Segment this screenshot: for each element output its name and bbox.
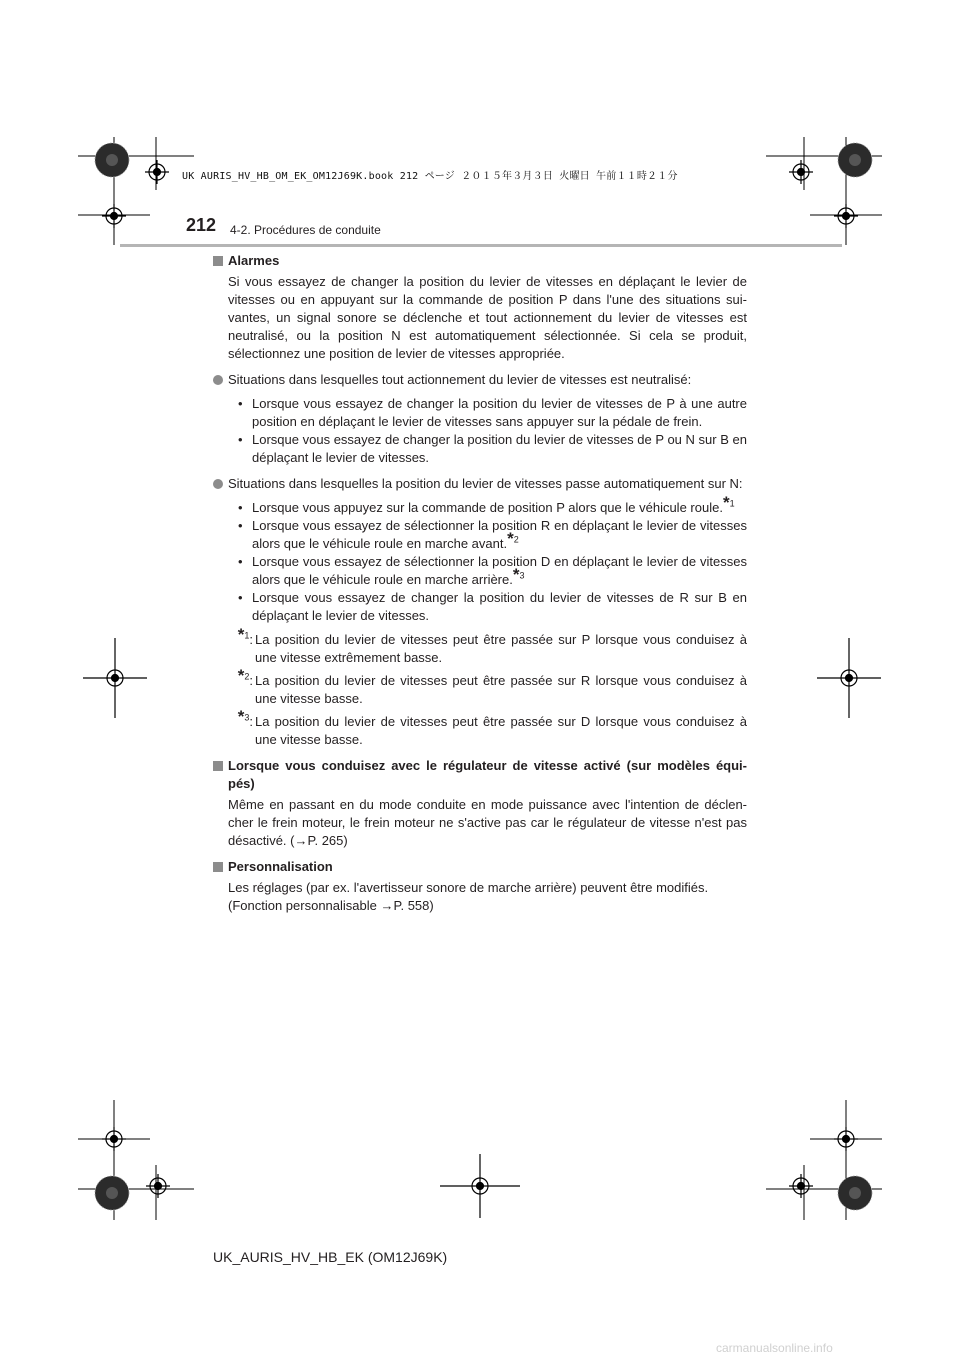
- alarmes-intro: Si vous essayez de changer la position du levier de vitesses en déplaçant le levier de vitesses ou en appuyant sur la commande de position P dans l'une des situations sui-vantes, un signal sonore se déclenche et tout actionnement du levier de vitesses est neutralisé, ou la position N est automatiquement sélectionnée. Si cela se produit, sélectionnez une position de levier de vitesses appropriée.: [228, 274, 747, 361]
- footer-code: UK_AURIS_HV_HB_EK (OM12J69K): [213, 1249, 448, 1265]
- page-number: 212: [186, 215, 217, 235]
- print-info-line: UK AURIS_HV_HB_OM_EK_OM12J69K.book 212 ページ ２０１５年３月３日 火曜日 午前１１時２１分: [182, 171, 678, 182]
- radial-target-icon: [95, 1176, 129, 1210]
- footnote-ref: 3: [519, 570, 525, 581]
- list-item: • Lorsque vous essayez de changer la position du levier de vitesses de R sur B en déplaçant le levier de vitesses.: [238, 590, 747, 623]
- list-item: • Lorsque vous essayez de changer la position du levier de vitesses de P ou N sur B en déplaçant le levier de vitesses.: [238, 432, 747, 465]
- footnote-ref: 1: [729, 498, 735, 509]
- situation1-list: [213, 395, 747, 467]
- crosshair-icon: [146, 1174, 170, 1198]
- square-bullet-icon: [213, 761, 223, 771]
- cruise-text: Même en passant en du mode conduite en mode puissance avec l'intention de déclen-cher le frein moteur, le frein moteur ne s'active pas car le régulateur de vitesse n'est pas désactivé. (→P. 265): [228, 797, 747, 848]
- perso-text-1: Les réglages (par ex. l'avertisseur sonore de marche arrière) peuvent être modifiés.: [228, 880, 709, 895]
- square-bullet-icon: [213, 256, 223, 266]
- situation-auto-n: Situations dans lesquelles la position du levier de vitesses passe automatiquement sur N:: [213, 475, 747, 493]
- crosshair-icon: [83, 638, 147, 718]
- radial-target-icon: [838, 143, 872, 177]
- page-content: [213, 252, 747, 915]
- list-item: • Lorsque vous essayez de sélectionner la position R en déplaçant le levier de vitesses alors que le véhicule roule en marche avant.*$^2$: [238, 518, 747, 551]
- circle-bullet-icon: [213, 375, 223, 385]
- heading-cruise-control: Lorsque vous conduisez avec le régulateur de vitesse activé (sur modèles équi-pés): [213, 757, 747, 793]
- section-title: 4-2. Procédures de conduite: [230, 223, 381, 237]
- list-item: • Lorsque vous appuyez sur la commande de position P alors que le véhicule roule.*$^1$: [238, 493, 735, 515]
- crosshair-icon: [834, 204, 858, 228]
- crosshair-icon: [834, 1127, 858, 1151]
- circle-bullet-icon: [213, 479, 223, 489]
- list-item: • Lorsque vous essayez de changer la position du levier de vitesses de P à une autre position en déplaçant le levier de vitesses sans appuyer sur la pédale de frein.: [238, 396, 747, 429]
- situation-neutralise: Situations dans lesquelles tout actionnement du levier de vitesses est neutralisé:: [213, 371, 747, 389]
- heading-personnalisation: Personnalisation: [213, 858, 747, 876]
- crosshair-icon: [102, 1127, 126, 1151]
- crosshair-icon: [440, 1154, 520, 1218]
- situation2-list: [213, 493, 747, 625]
- radial-target-icon: [95, 143, 129, 177]
- footnote: *$^3$: La position du levier de vitesses peut être passée sur D lorsque vous conduisez à une vitesse basse.: [237, 707, 747, 747]
- crosshair-icon: [102, 204, 126, 228]
- footnotes: [213, 625, 747, 749]
- crosshair-icon: [789, 160, 813, 184]
- watermark: carmanualsonline.info: [716, 1341, 833, 1355]
- footnote: *$^1$: La position du levier de vitesses peut être passée sur P lorsque vous conduisez à une vitesse extrêmement basse.: [237, 625, 747, 665]
- crosshair-icon: [145, 160, 169, 184]
- list-item: • Lorsque vous essayez de sélectionner la position D en déplaçant le levier de vitesses alors que le véhicule roule en marche arrière.*$^3$: [238, 554, 747, 587]
- footnote: *$^2$: La position du levier de vitesses peut être passée sur R lorsque vous conduisez à une vitesse basse.: [237, 666, 747, 706]
- crosshair-icon: [789, 1174, 813, 1198]
- perso-text-2: (Fonction personnalisable →P. 558): [228, 898, 434, 913]
- header-rule: [120, 244, 842, 247]
- radial-target-icon: [838, 1176, 872, 1210]
- footnote-ref: 2: [513, 534, 519, 545]
- crosshair-icon: [817, 638, 881, 718]
- square-bullet-icon: [213, 862, 223, 872]
- heading-alarmes: Alarmes: [213, 252, 747, 270]
